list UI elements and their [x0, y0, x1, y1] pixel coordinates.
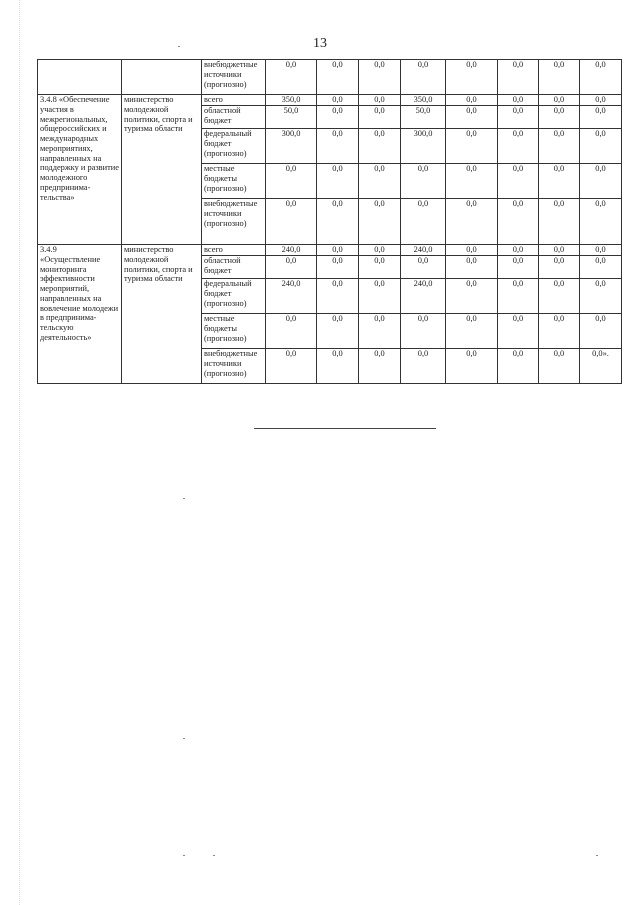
value-cell: 0,0 — [498, 129, 539, 164]
item-name-cell: 3.4.9 «Осуществление мониторинга эффективности мероприятий, направленных на вовлечение молодежи в предпринима-тельскую деятельность» — [38, 245, 122, 384]
value-cell: 0,0 — [498, 199, 539, 245]
funding-source-cell: федеральный бюджет (прогнозно) — [202, 129, 266, 164]
value-cell: 0,0 — [401, 60, 446, 95]
value-cell: 0,0 — [317, 106, 359, 129]
value-cell: 0,0 — [359, 256, 401, 279]
value-cell: 0,0 — [359, 106, 401, 129]
value-cell: 240,0 — [266, 279, 317, 314]
value-cell: 0,0 — [317, 314, 359, 349]
value-cell: 350,0 — [266, 95, 317, 106]
value-cell: 0,0 — [317, 349, 359, 384]
value-cell: 0,0 — [498, 245, 539, 256]
scan-speck — [213, 855, 215, 856]
value-cell: 0,0 — [359, 314, 401, 349]
value-cell: 0,0 — [401, 314, 446, 349]
value-cell: 0,0 — [317, 245, 359, 256]
value-cell: 0,0 — [498, 95, 539, 106]
value-cell: 0,0 — [446, 199, 498, 245]
value-cell: 0,0 — [401, 349, 446, 384]
value-cell: 0,0 — [359, 245, 401, 256]
value-cell: 0,0 — [446, 129, 498, 164]
value-cell: 0,0 — [401, 164, 446, 199]
value-cell: 0,0 — [580, 279, 622, 314]
value-cell: 0,0 — [498, 256, 539, 279]
value-cell: 0,0 — [580, 314, 622, 349]
value-cell: 0,0 — [359, 349, 401, 384]
value-cell: 0,0 — [266, 164, 317, 199]
value-cell: 0,0 — [539, 164, 580, 199]
value-cell: 0,0 — [446, 60, 498, 95]
value-cell: 0,0 — [359, 164, 401, 199]
item-name-cell: 3.4.8 «Обеспечение участия в межрегиональных, общероссийских и международных мероприятиях, направленных на поддержку и развитие молодежного предпринима-тельства» — [38, 95, 122, 245]
value-cell: 0,0 — [359, 199, 401, 245]
value-cell: 0,0 — [498, 164, 539, 199]
value-cell: 0,0 — [359, 279, 401, 314]
value-cell: 0,0 — [317, 256, 359, 279]
value-cell: 0,0 — [498, 349, 539, 384]
funding-source-cell: внебюджетные источники (прогнозно) — [202, 349, 266, 384]
value-cell: 0,0 — [266, 349, 317, 384]
end-separator-line — [254, 428, 436, 429]
value-cell: 0,0 — [498, 314, 539, 349]
value-cell: 0,0 — [359, 60, 401, 95]
value-cell: 0,0». — [580, 349, 622, 384]
scan-speck — [183, 855, 185, 856]
executor-cell — [122, 60, 202, 95]
value-cell: 0,0 — [580, 60, 622, 95]
value-cell: 0,0 — [498, 60, 539, 95]
value-cell: 0,0 — [266, 199, 317, 245]
value-cell: 0,0 — [446, 314, 498, 349]
funding-source-cell: областной бюджет — [202, 256, 266, 279]
funding-source-cell: всего — [202, 245, 266, 256]
value-cell: 0,0 — [580, 129, 622, 164]
value-cell: 240,0 — [266, 245, 317, 256]
value-cell: 0,0 — [446, 95, 498, 106]
value-cell: 0,0 — [317, 95, 359, 106]
value-cell: 0,0 — [401, 199, 446, 245]
value-cell: 0,0 — [580, 106, 622, 129]
value-cell: 0,0 — [401, 256, 446, 279]
executor-cell: министерство молодежной политики, спорта и туризма области — [122, 245, 202, 384]
value-cell: 240,0 — [401, 245, 446, 256]
value-cell: 0,0 — [580, 199, 622, 245]
value-cell: 0,0 — [498, 106, 539, 129]
value-cell: 0,0 — [317, 60, 359, 95]
scan-speck — [183, 738, 185, 739]
value-cell: 0,0 — [266, 314, 317, 349]
value-cell: 0,0 — [446, 349, 498, 384]
value-cell: 0,0 — [539, 60, 580, 95]
value-cell: 0,0 — [539, 314, 580, 349]
program-funding-table — [37, 59, 622, 384]
value-cell: 0,0 — [580, 245, 622, 256]
value-cell: 0,0 — [580, 95, 622, 106]
value-cell: 0,0 — [539, 129, 580, 164]
value-cell: 0,0 — [446, 245, 498, 256]
value-cell: 0,0 — [539, 349, 580, 384]
funding-source-cell: федеральный бюджет (прогнозно) — [202, 279, 266, 314]
value-cell: 0,0 — [359, 129, 401, 164]
value-cell: 0,0 — [446, 256, 498, 279]
value-cell: 0,0 — [446, 279, 498, 314]
table-row — [38, 95, 622, 106]
value-cell: 0,0 — [317, 199, 359, 245]
funding-source-cell: местные бюджеты (прогнозно) — [202, 314, 266, 349]
value-cell: 0,0 — [539, 245, 580, 256]
value-cell: 0,0 — [317, 129, 359, 164]
executor-cell: министерство молодежной политики, спорта и туризма области — [122, 95, 202, 245]
scan-speck — [178, 46, 180, 47]
value-cell: 0,0 — [539, 256, 580, 279]
item-cell — [38, 60, 122, 95]
value-cell: 50,0 — [266, 106, 317, 129]
value-cell: 240,0 — [401, 279, 446, 314]
value-cell: 50,0 — [401, 106, 446, 129]
value-cell: 0,0 — [266, 60, 317, 95]
funding-source-cell: всего — [202, 95, 266, 106]
scan-speck — [183, 498, 185, 499]
funding-source-cell: областной бюджет — [202, 106, 266, 129]
value-cell: 0,0 — [539, 199, 580, 245]
scan-speck — [596, 855, 598, 856]
table-row — [38, 245, 622, 256]
value-cell: 0,0 — [539, 279, 580, 314]
table-row — [38, 60, 622, 95]
value-cell: 0,0 — [498, 279, 539, 314]
funding-source-cell: внебюджетные источники (прогнозно) — [202, 199, 266, 245]
page-number: 13 — [313, 36, 327, 51]
value-cell: 0,0 — [317, 164, 359, 199]
scan-edge — [19, 0, 20, 905]
value-cell: 0,0 — [317, 279, 359, 314]
funding-source-cell: внебюджетные источники (прогнозно) — [202, 60, 266, 95]
value-cell: 0,0 — [266, 256, 317, 279]
value-cell: 0,0 — [446, 164, 498, 199]
value-cell: 350,0 — [401, 95, 446, 106]
value-cell: 0,0 — [539, 95, 580, 106]
value-cell: 300,0 — [401, 129, 446, 164]
value-cell: 0,0 — [580, 256, 622, 279]
value-cell: 0,0 — [580, 164, 622, 199]
value-cell: 0,0 — [446, 106, 498, 129]
funding-source-cell: местные бюджеты (прогнозно) — [202, 164, 266, 199]
value-cell: 0,0 — [539, 106, 580, 129]
value-cell: 0,0 — [359, 95, 401, 106]
value-cell: 300,0 — [266, 129, 317, 164]
